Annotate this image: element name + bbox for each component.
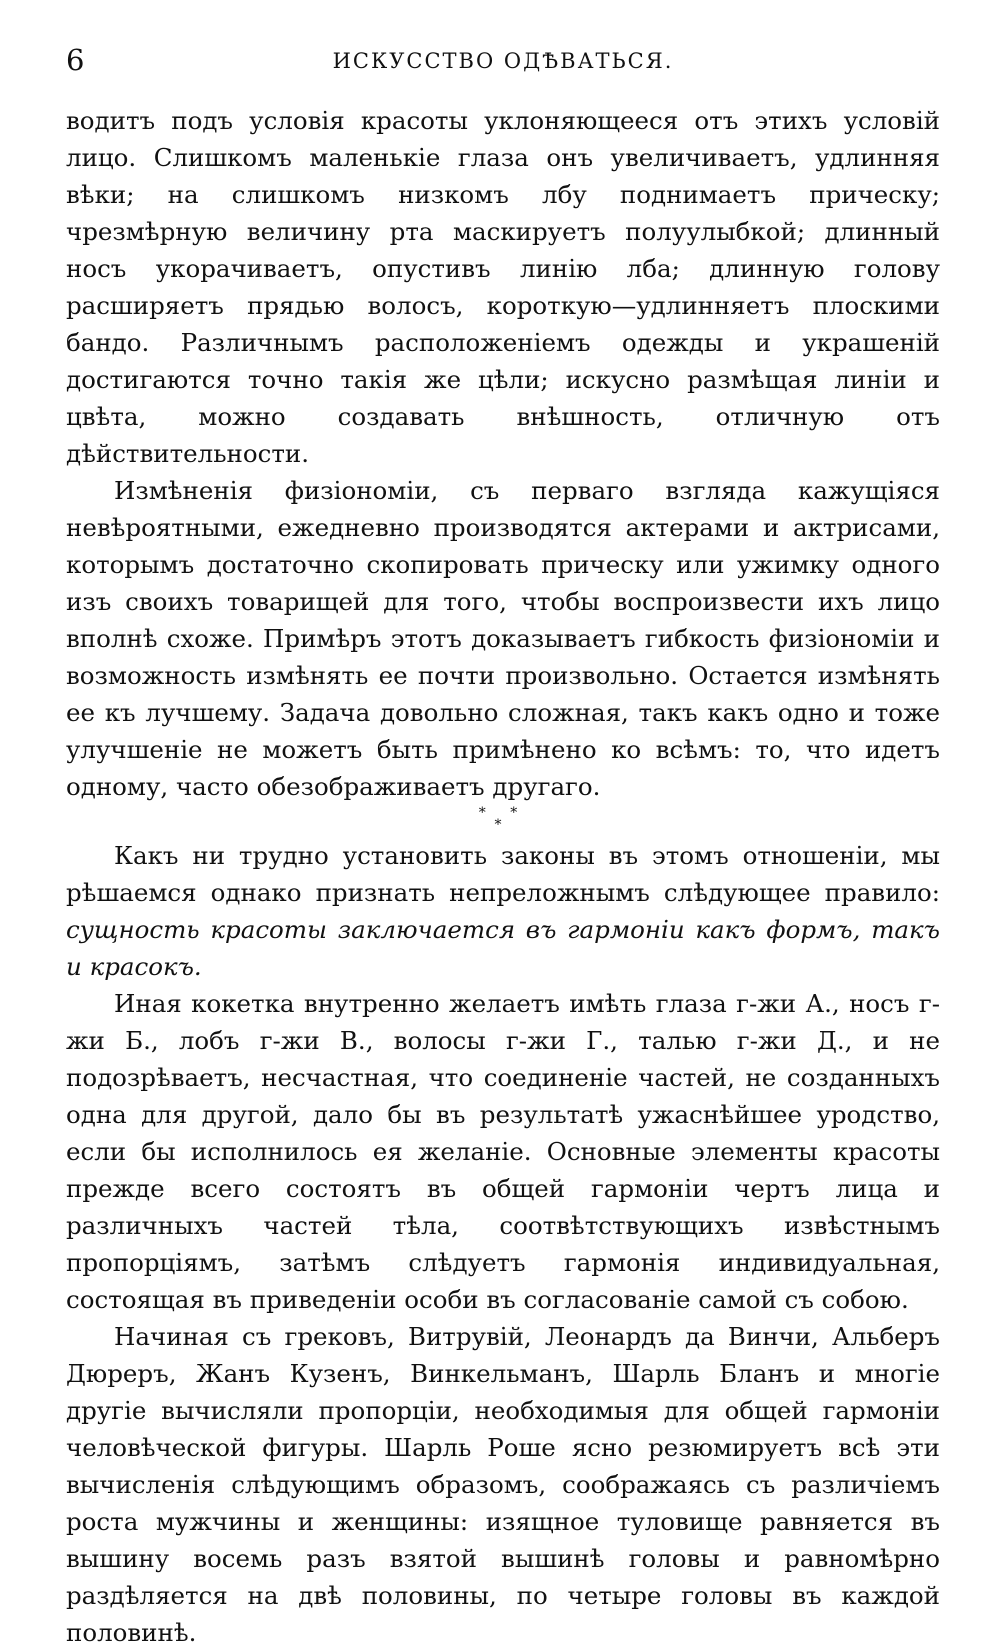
paragraph-continued: водитъ подъ условія красоты уклоняющееся отъ этихъ условій лицо. Слишкомъ маленькіе глаза онъ увеличиваетъ, удлинняя вѣки; на слишкомъ низкомъ лбу поднимаетъ прическу; чрезмѣрную величину рта маскируетъ полуулыбкой; длинный носъ укорачиваетъ, опустивъ линію лба; длинную голову расширяетъ прядью волосъ, короткую—удлинняетъ плоскими бандо. Различнымъ расположеніемъ одежды и украшеній достигаются точно такія же цѣли; искусно размѣщая линіи и цвѣта, можно создавать внѣшность, отличную отъ дѣйствительности.	[66, 106, 940, 468]
beauty-rule-intro: Какъ ни трудно установить законы въ этомъ отношеніи, мы рѣшаемся однако признать непреложнымъ слѣдующее правило:	[66, 841, 940, 907]
paragraph-proportions: Начиная съ грековъ, Витрувій, Леонардъ да Винчи, Альберъ Дюреръ, Жанъ Кузенъ, Винкельманъ, Шарль Бланъ и многіе другіе вычисляли пропорціи, необходимыя для общей гармоніи человѣческой фигуры. Шарль Роше ясно резюмируетъ всѣ эти вычисленія слѣдующимъ образомъ, соображаясь съ различіемъ роста мужчины и женщины: изящное туловище равняется въ вышину восемь разъ взятой вышинѣ головы и равномѣрно раздѣляется на двѣ половины, по четыре головы въ каждой половинѣ.	[66, 1322, 940, 1647]
beauty-rule-italic: сущность красоты заключается въ гармоніи какъ формъ, такъ и красокъ.	[66, 915, 940, 981]
asterism-bottom: *	[494, 817, 512, 833]
paragraph-coquette: Иная кокетка внутренно желаетъ имѣть глаза г-жи А., носъ г-жи Б., лобъ г-жи В., волосы г-жи Г., талью г-жи Д., и не подозрѣваетъ, несчастная, что соединеніе частей, не созданныхъ одна для другой, дало бы въ результатѣ ужаснѣйшее уродство, если бы исполнилось ея желаніе. Основные элементы красоты прежде всего состоятъ въ общей гармоніи чертъ лица и различныхъ частей тѣла, соотвѣтствующихъ извѣстнымъ пропорціямъ, затѣмъ слѣдуетъ гармонія индивидуальная, состоящая въ приведеніи особи въ согласованіе самой съ собою.	[66, 989, 940, 1314]
section-separator-asterism	[473, 807, 533, 831]
body-text	[66, 102, 940, 1651]
paragraph-physiognomy: Измѣненія физіономіи, съ перваго взгляда кажущіяся невѣроятными, ежедневно производятся актерами и актрисами, которымъ достаточно скопировать прическу или ужимку одного изъ своихъ товарищей для того, чтобы воспроизвести ихъ лицо вполнѣ схоже. Примѣръ этотъ доказываетъ гибкость физіономіи и возможность измѣнять ее почти произвольно. Остается измѣнять ее къ лучшему. Задача довольно сложная, такъ какъ одно и тоже улучшеніе не можетъ быть примѣнено ко всѣмъ: то, что идетъ одному, часто обезображиваетъ другаго.	[66, 476, 940, 801]
book-page	[66, 42, 940, 1647]
page-number: 6	[66, 43, 85, 77]
page-header	[66, 42, 940, 82]
running-title: ИСКУССТВО ОДѢВАТЬСЯ.	[332, 49, 674, 73]
paragraph-beauty-rule	[66, 837, 940, 985]
asterism-top: * *	[478, 805, 528, 821]
